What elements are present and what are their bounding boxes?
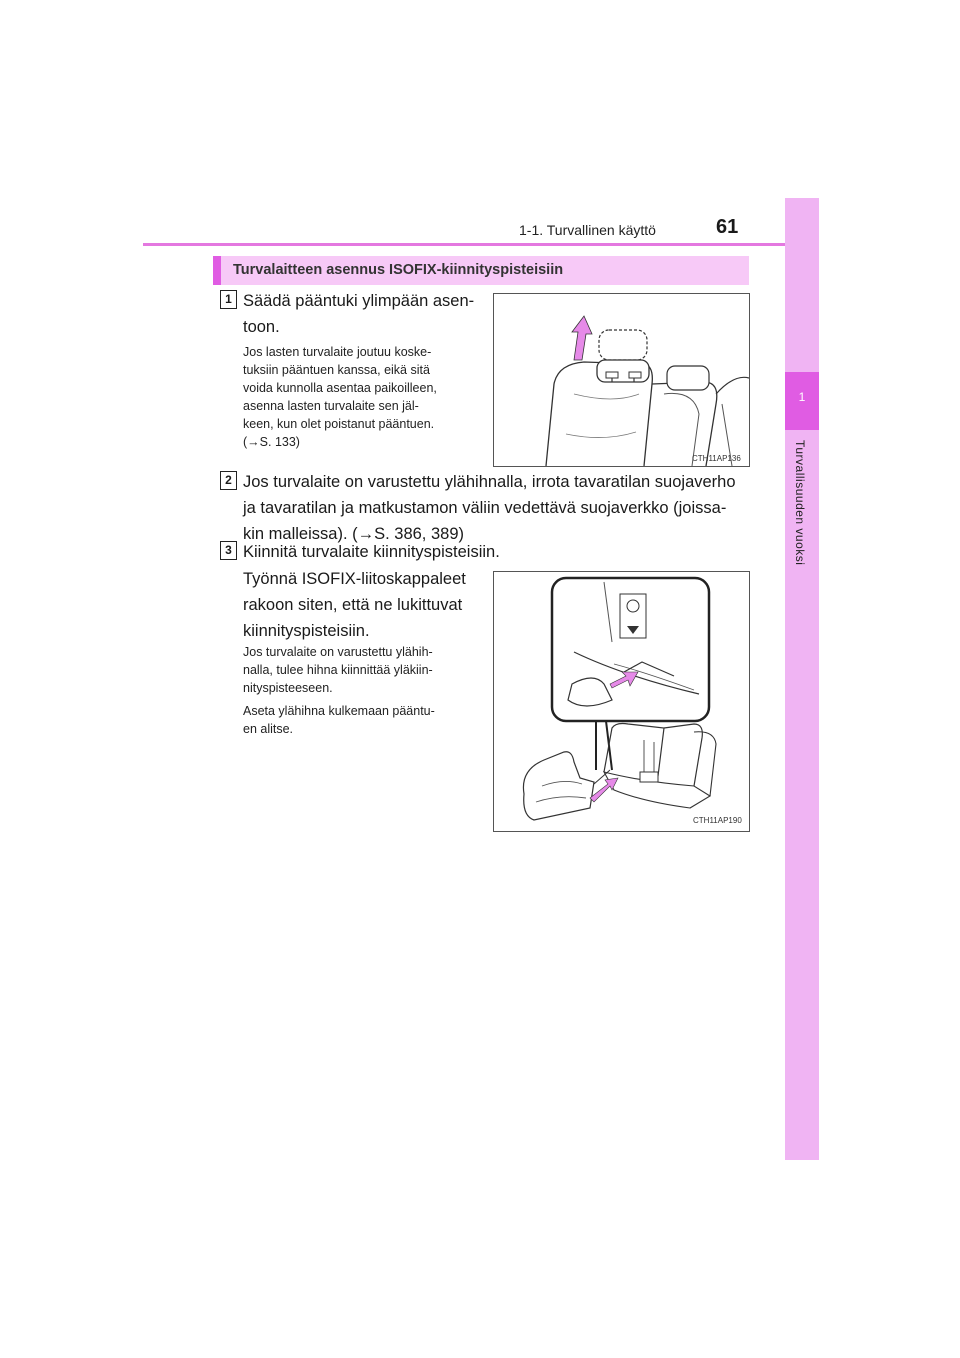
step-3-subtext: Työnnä ISOFIX-liitoskappaleet rakoon siten, että ne lukittuvat kiinnityspisteisiin. [243,570,466,640]
chapter-number: 1 [798,390,806,404]
figure-headrest [493,293,750,467]
step-2-text: Jos turvalaite on varustettu ylähihnalla, irrota tavaratilan suojaverho ja tavaratilan ja matkustamon väliin vedettävä suojaverkko (joissa- kin malleissa). (→S. 386, 389) [243,473,736,543]
section-header [213,256,749,285]
step-3-text: Kiinnitä turvalaite kiinnityspisteisiin. [243,543,500,561]
chapter-label: Turvallisuuden vuoksi [793,440,807,566]
running-header: 1-1. Turvallinen käyttö [519,222,656,238]
figure-code-1: CTH11AP136 [692,454,741,463]
step-1-text: Säädä pääntuki ylimpään asen- toon. [243,292,475,336]
isofix-install-illustration-icon [494,572,749,831]
chapter-side-tab [785,198,819,1160]
step-3-note-2: Aseta ylähihna kulkemaan pääntu- en alitse. [243,704,435,736]
step-3-note-1: Jos turvalaite on varustettu ylähih- nalla, tulee hihna kiinnittää yläkiin- nityspisteeseen. [243,645,433,695]
step-number-2: 2 [220,471,237,490]
figure-isofix [493,571,750,832]
header-rule [143,243,818,246]
step-1-note: Jos lasten turvalaite joutuu koske- tuksiin pääntuen kanssa, eikä sitä voida kunnolla asentaa paikoilleen, asenna lasten turvalaite sen jäl- keen, kun olet poistanut pääntuen. (→S. 133) [243,345,437,449]
step-number-1: 1 [220,290,237,309]
section-title: Turvalaitteen asennus ISOFIX-kiinnityspisteisiin [233,262,564,278]
step-number-3: 3 [220,541,237,560]
page-number: 61 [716,216,739,238]
figure-code-2: CTH11AP190 [693,816,742,825]
headrest-raise-illustration-icon [494,294,749,466]
